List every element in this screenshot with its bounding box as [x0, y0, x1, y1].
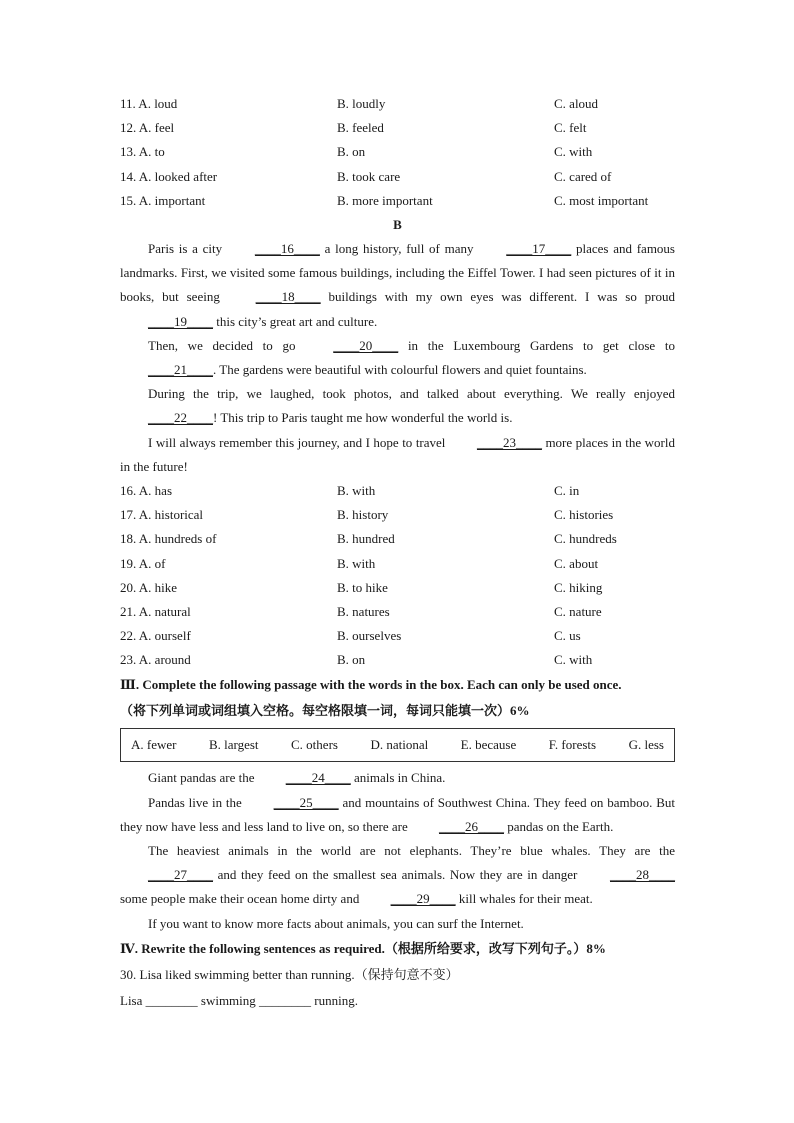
option-a: 21. A. natural [120, 604, 191, 619]
option-c: C. about [554, 555, 599, 571]
option-a: 12. A. feel [120, 120, 175, 136]
option-a: 17. A. historical [120, 507, 204, 523]
passage-text: . The gardens were beautiful with colourful flowers and quiet fountains. [213, 361, 587, 377]
option-b: B. on [337, 144, 366, 160]
passage-text: Pandas live in the [148, 794, 246, 810]
passage-text: Giant pandas are the [148, 770, 258, 786]
option-row [120, 552, 675, 576]
passage-text: kill whales for their meat. [455, 891, 593, 907]
blank-21: ____21____ [148, 361, 213, 377]
option-c: C. hundreds [554, 531, 617, 547]
option-c: C. in [554, 483, 580, 499]
option-a: 18. A. hundreds of [120, 531, 217, 547]
answer-line-30: Lisa ________ swimming ________ running. [120, 992, 358, 1008]
passage-text: in the Luxembourg Gardens to get close to [398, 337, 675, 353]
word-option: C. others [291, 737, 338, 753]
option-row [120, 479, 675, 503]
option-a: 15. A. important [120, 192, 206, 208]
option-a: 11. A. loud [120, 96, 178, 112]
option-a: 16. A. has [120, 483, 172, 499]
passage-paragraph [120, 237, 675, 334]
part-a-options [120, 92, 675, 213]
section-4-title: Ⅳ. Rewrite the following sentences as required.（根据所给要求，改写下列句子。）8% [120, 940, 606, 956]
passage-text: During the trip, we laughed, took photos, and talked about everything. We really enjoyed [148, 386, 675, 402]
blank-20: ____20____ [333, 337, 399, 353]
option-a: 20. A. hike [120, 579, 178, 595]
option-row [120, 648, 675, 672]
passage-paragraph [120, 334, 675, 382]
option-c: C. hiking [554, 579, 603, 595]
worksheet-page [120, 92, 675, 1014]
option-row [120, 503, 675, 527]
passage-text: more places in the world in the future! [120, 434, 676, 474]
section-b-heading: B [393, 216, 402, 232]
passage-paragraph [120, 839, 675, 912]
passage-paragraph [120, 791, 675, 839]
passage-text: pandas on the Earth. [503, 818, 614, 834]
option-a: 19. A. of [120, 555, 166, 571]
option-row [120, 116, 675, 140]
word-option: A. fewer [131, 737, 177, 753]
option-row [120, 624, 675, 648]
word-box [120, 728, 675, 762]
section-3-subtitle: （将下列单词或词组填入空格。每空格限填一词，每词只能填一次）6% [120, 703, 530, 719]
option-row [120, 527, 675, 551]
option-b: B. feeled [337, 120, 384, 136]
option-a: 13. A. to [120, 144, 165, 160]
blank-16: ____16____ [254, 240, 320, 256]
passage-paragraph [120, 766, 675, 790]
section-3-title: Ⅲ. Complete the following passage with the words in the box. Each can only be used once. [120, 677, 622, 693]
word-option: D. national [370, 737, 429, 753]
option-b: B. with [337, 555, 376, 571]
option-c: C. with [554, 144, 593, 160]
option-b: B. ourselves [337, 628, 402, 644]
passage-text: and they feed on the smallest sea animals. Now they are in danger [213, 867, 582, 883]
blank-27: ____27____ [148, 867, 213, 883]
option-b: B. loudly [337, 96, 386, 112]
option-b: B. took care [337, 168, 401, 184]
passage-text: Then, we decided to go [148, 337, 306, 353]
passage-text: ! This trip to Paris taught me how wonderful the world is. [213, 410, 513, 426]
passage-text: and mountains of Southwest China. They feed on bamboo. But they now have less and less land to live on, so there are [120, 794, 675, 834]
passage-text: I will always remember this journey, and I hope to travel [148, 434, 449, 450]
blank-28: ____28____ [610, 867, 675, 883]
blank-17: ____17____ [506, 240, 572, 256]
option-row [120, 92, 675, 116]
passage-text: The heaviest animals in the world are not elephants. They’re blue whales. They are the [148, 843, 675, 859]
passage-text: animals in China. [350, 770, 446, 786]
blank-26: ____26____ [438, 818, 504, 834]
option-b: B. natures [337, 604, 390, 619]
question-30: 30. Lisa liked swimming better than running.（保持句意不变） [120, 966, 459, 982]
passage-text: Paris is a city [148, 240, 227, 256]
option-b: B. on [337, 652, 366, 668]
option-b: B. history [337, 507, 389, 523]
option-c: C. most important [554, 192, 649, 208]
passage-text: some people make their ocean home dirty and [120, 891, 363, 907]
option-c: C. with [554, 652, 593, 668]
option-c: C. us [554, 628, 581, 644]
word-option: G. less [628, 737, 664, 753]
option-a: 22. A. ourself [120, 628, 191, 644]
option-c: C. aloud [554, 96, 599, 112]
option-b: B. more important [337, 192, 433, 208]
option-row [120, 165, 675, 189]
option-b: B. to hike [337, 579, 388, 595]
word-option: B. largest [208, 737, 259, 753]
part-b-options [120, 479, 675, 673]
passage-text: this city’s great art and culture. [213, 313, 378, 329]
blank-23: ____23____ [476, 434, 542, 450]
option-a: 14. A. looked after [120, 168, 218, 184]
passage-text: buildings with my own eyes was different. I was so proud [320, 289, 675, 305]
option-row [120, 576, 675, 600]
option-row [120, 600, 675, 624]
option-a: 23. A. around [120, 652, 191, 668]
option-row [120, 189, 675, 213]
blank-25: ____25____ [273, 794, 339, 810]
blank-22: ____22____ [148, 410, 213, 426]
option-c: C. cared of [554, 168, 612, 184]
passage-text: places and famous landmarks. First, we visited some famous buildings, including the Eiffel Tower. I had seen pictures of it in books, but seeing [120, 240, 675, 305]
blank-24: ____24____ [285, 770, 351, 786]
passage-paragraph [120, 431, 675, 479]
option-c: C. nature [554, 604, 602, 619]
blank-18: ____18____ [255, 289, 321, 305]
passage-text: a long history, full of many [319, 240, 479, 256]
blank-19: ____19____ [148, 313, 213, 329]
option-row [120, 140, 675, 164]
option-b: B. hundred [337, 531, 395, 547]
word-option: F. forests [548, 737, 597, 753]
word-option: E. because [460, 737, 517, 753]
blank-29: ____29____ [390, 891, 456, 907]
passage-paragraph [120, 382, 675, 430]
option-c: C. felt [554, 120, 587, 136]
option-c: C. histories [554, 507, 614, 523]
option-b: B. with [337, 483, 376, 499]
passage-text: If you want to know more facts about animals, you can surf the Internet. [148, 915, 524, 931]
passage-paragraph [120, 912, 675, 936]
